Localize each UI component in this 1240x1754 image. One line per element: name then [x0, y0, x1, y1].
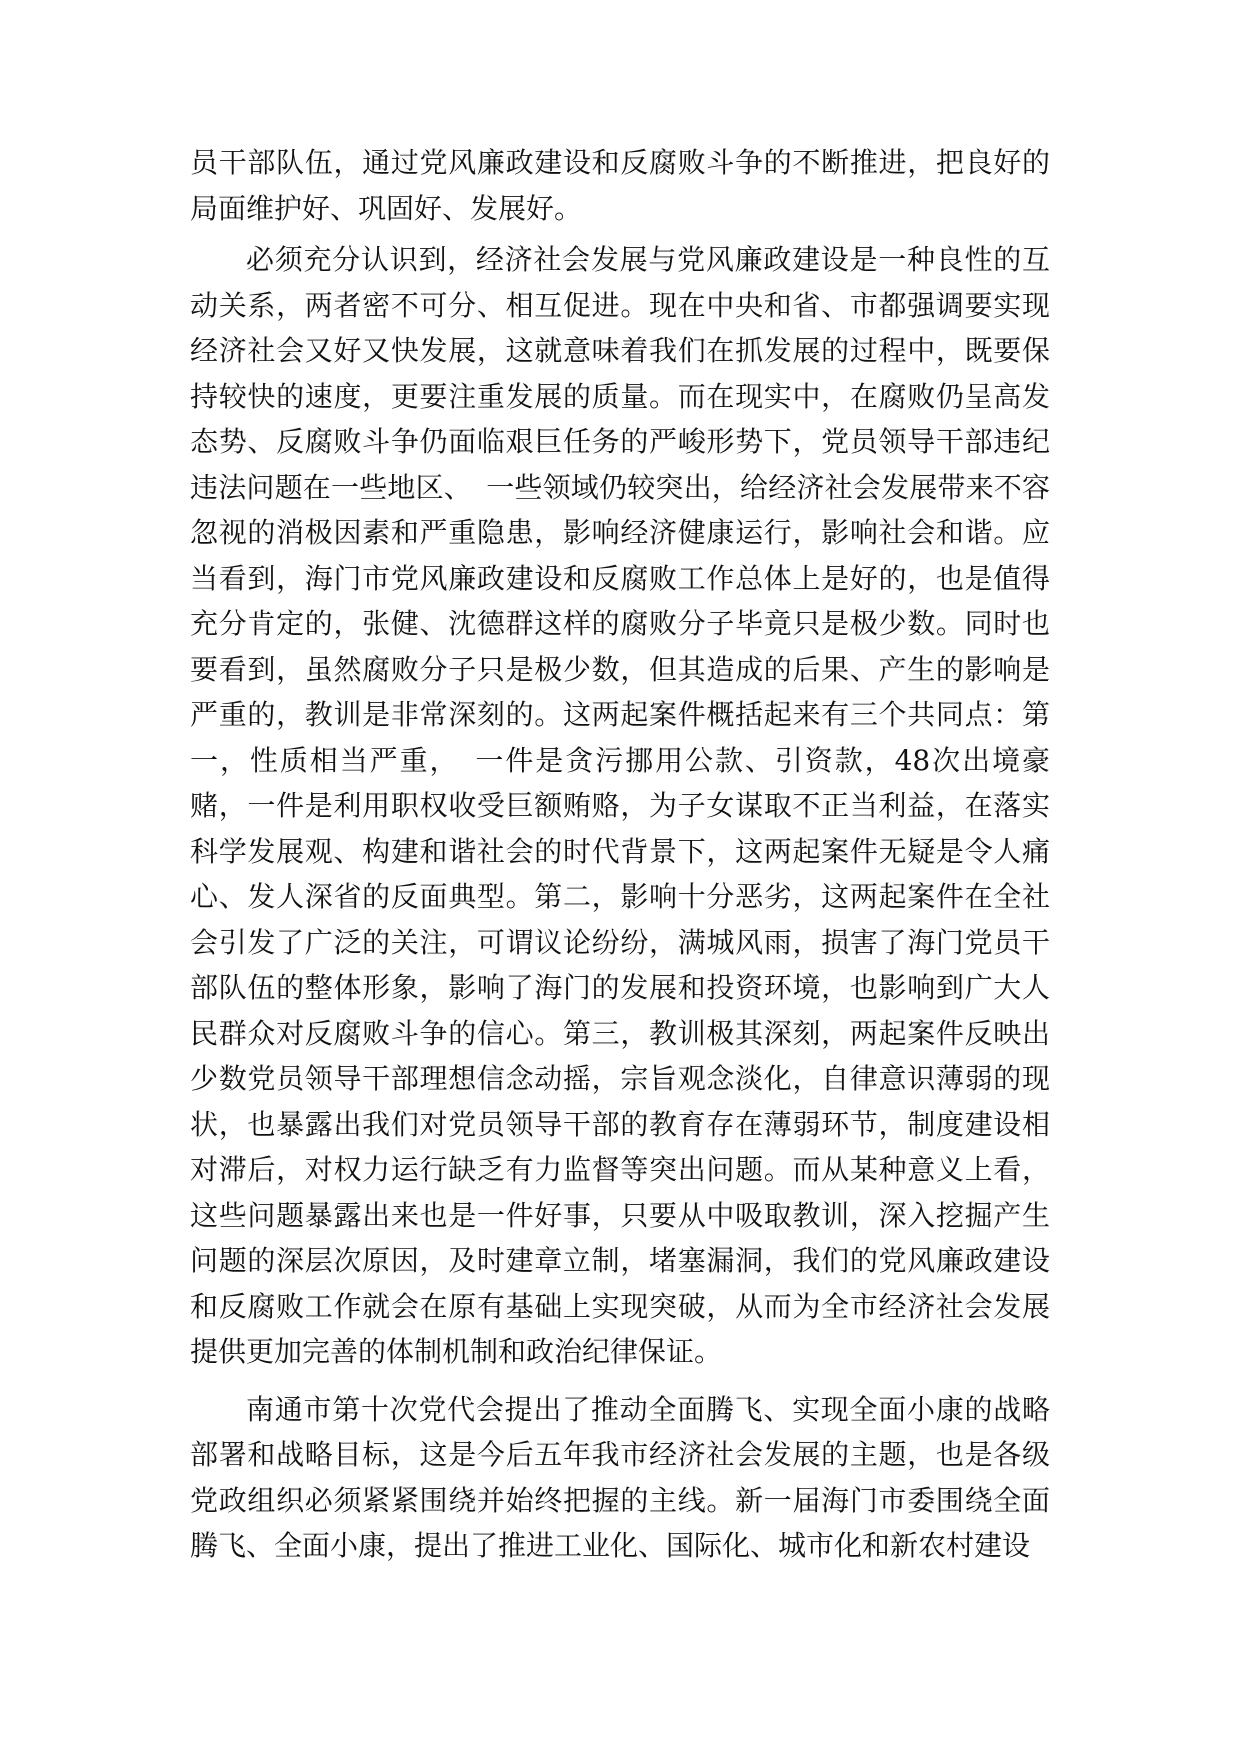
paragraph-2: 必须充分认识到，经济社会发展与党风廉政建设是一种良性的互动关系，两者密不可分、相互促进。现在中央和省、市都强调要实现经济社会又好又快发展，这就意味着我们在抓发展的过程中，既要保持较快的速度，更要注重发展的质量。而在现实中，在腐败仍呈高发态势、反腐败斗争仍面临艰巨任务的严峻形势下，党员领导干部违纪违法问题在一些地区、 一些领域仍较突出，给经济社会发展带来不容忽视的消极因素和严重隐患，影响经济健康运行，影响社会和谐。应当看到，海门市党风廉政建设和反腐败工作总体上是好的，也是值得充分肯定的，张健、沈德群这样的腐败分子毕竟只是极少数。同时也要看到，虽然腐败分子只是极少数，但其造成的后果、产生的影响是严重的，教训是非常深刻的。这两起案件概括起来有三个共同点：第一，性质相当严重， 一件是贪污挪用公款、引资款，48次出境豪赌，一件是利用职权收受巨额贿赂，为子女谋取不正当利益，在落实科学发展观、构建和谐社会的时代背景下，这两起案件无疑是令人痛心、发人深省的反面典型。第二，影响十分恶劣，这两起案件在全社会引发了广泛的关注，可谓议论纷纷，满城风雨，损害了海门党员干部队伍的整体形象，影响了海门的发展和投资环境，也影响到广大人民群众对反腐败斗争的信心。第三，教训极其深刻，两起案件反映出少数党员领导干部理想信念动摇，宗旨观念淡化，自律意识薄弱的现状，也暴露出我们对党员领导干部的教育存在薄弱环节，制度建设相对滞后，对权力运行缺乏有力监督等突出问题。而从某种意义上看，这些问题暴露出来也是一件好事，只要从中吸取教训，深入挖掘产生问题的深层次原因，及时建章立制，堵塞漏洞，我们的党风廉政建设和反腐败工作就会在原有基础上实现突破，从而为全市经济社会发展提供更加完善的体制机制和政治纪律保证。	[190, 243, 1050, 1368]
paragraph-3: 南通市第十次党代会提出了推动全面腾飞、实现全面小康的战略部署和战略目标，这是今后五年我市经济社会发展的主题，也是各级党政组织必须紧紧围绕并始终把握的主线。新一届海门市委围绕全面腾飞、全面小康，提出了推进工业化、国际化、城市化和新农村建设	[190, 1392, 1050, 1562]
paragraph-1: 员干部队伍，通过党风廉政建设和反腐败斗争的不断推进，把良好的局面维护好、巩固好、发展好。	[190, 146, 1050, 225]
document-page	[190, 140, 1050, 1569]
